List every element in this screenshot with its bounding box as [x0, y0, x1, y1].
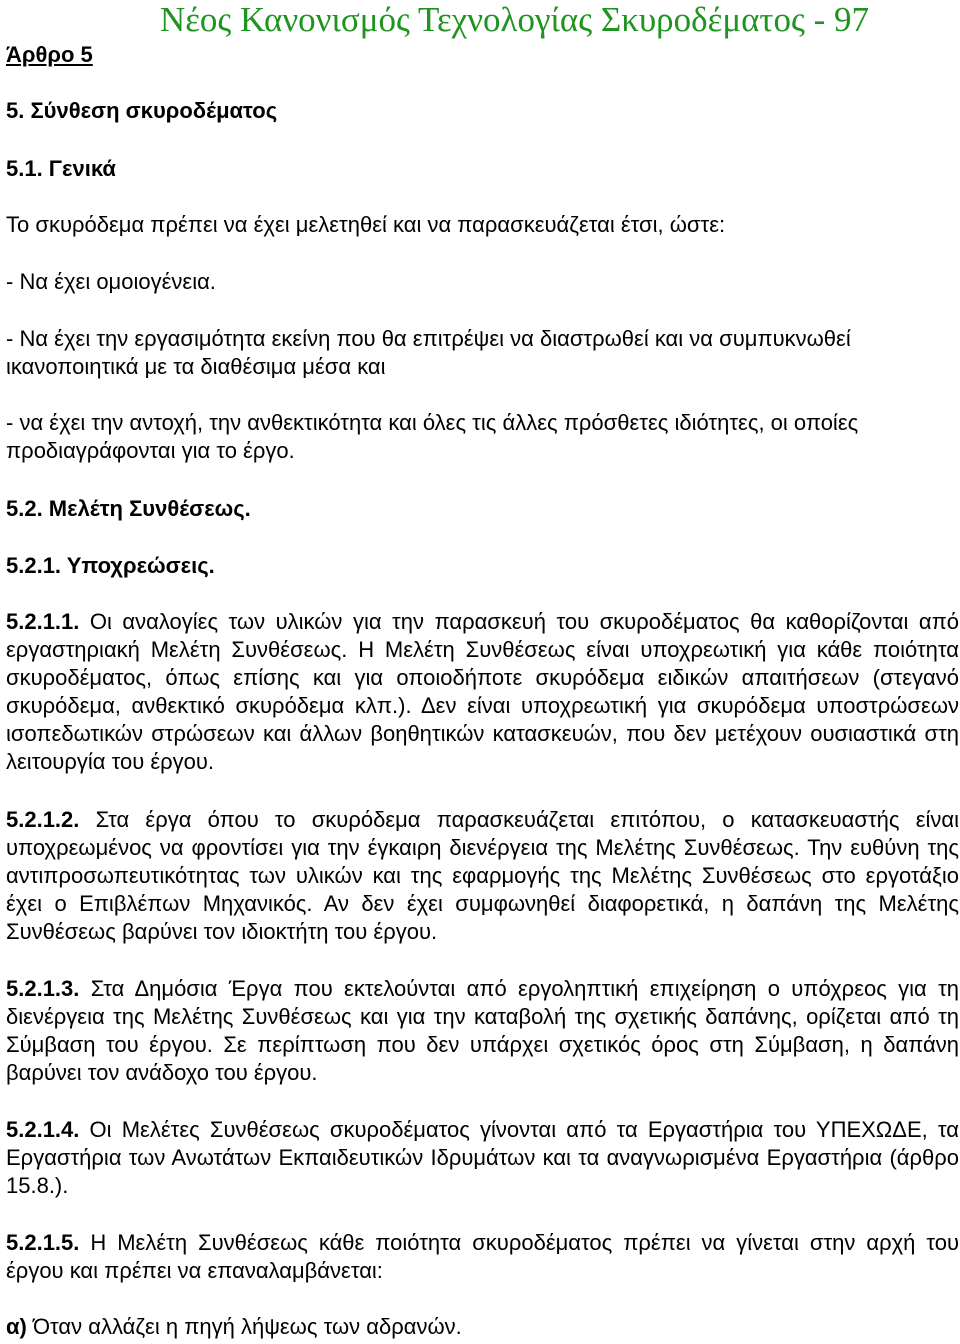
clause-number: 5.2.1.5.	[6, 1230, 80, 1255]
document-page	[6, 0, 959, 1344]
clause-text: Στα έργα όπου το σκυρόδεμα παρασκευάζεται επιτόπου, ο κατασκευαστής είναι υποχρεωμένος να φροντίσει για την έγκαιρη διενέργεια της Μελέτης Συνθέσεως. Την ευθύνη της αντιπροσωπευτικότητας των υλικών και της εφαρμογής της Μελέτης Συνθέσεως στο εργοτάξιο έχει ο Επιβλέπων Μηχανικός. Αν δεν έχει συμφωνηθεί διαφορετικά, η δαπάνη της Μελέτης Συνθέσεως βαρύνει τον ιδιοκτήτη του έργου.	[6, 807, 959, 944]
article-title: Άρθρο 5	[6, 42, 93, 67]
list-item-text: Όταν αλλάζει η πηγή λήψεως των αδρανών.	[32, 1314, 462, 1339]
clause-text: Η Μελέτη Συνθέσεως κάθε ποιότητα σκυροδέματος πρέπει να γίνεται στην αρχή του έργου και πρέπει να επαναλαμβάνεται:	[6, 1230, 959, 1283]
clause-number: 5.2.1.2.	[6, 807, 80, 832]
document-header-title: Νέος Κανονισμός Τεχνολογίας Σκυροδέματος - 97	[159, 0, 869, 39]
clause-text: Οι Μελέτες Συνθέσεως σκυροδέματος γίνονται από τα Εργαστήρια του ΥΠΕΧΩΔΕ, τα Εργαστήρια των Ανωτάτων Εκπαιδευτικών Ιδρυμάτων και τα αναγνωρισμένα Εργαστήρια (άρθρο 15.8.).	[6, 1117, 959, 1198]
bullet-workability: - Να έχει την εργασιμότητα εκείνη που θα επιτρέψει να διαστρωθεί και να συμπυκνωθεί ικανοποιητικά με τα διαθέσιμα μέσα και	[6, 326, 851, 379]
section-heading-5: 5. Σύνθεση σκυροδέματος	[6, 98, 278, 123]
clause-number: 5.2.1.3.	[6, 976, 80, 1001]
clause-number: 5.2.1.1.	[6, 609, 80, 634]
section-heading-5-1: 5.1. Γενικά	[6, 156, 116, 181]
section-heading-5-2-1: 5.2.1. Υποχρεώσεις.	[6, 553, 215, 578]
list-item-label: α)	[6, 1314, 27, 1339]
clause-5-2-1-5	[6, 1229, 959, 1285]
section-heading-5-2: 5.2. Μελέτη Συνθέσεως.	[6, 496, 251, 521]
clause-5-2-1-2	[6, 806, 959, 946]
clause-text: Οι αναλογίες των υλικών για την παρασκευή του σκυροδέματος θα καθορίζονται από εργαστηριακή Μελέτη Συνθέσεως. Η Μελέτη Συνθέσεως είναι υποχρεωτική για κάθε ποιότητα σκυροδέματος, όπως επίσης και για οποιοδήποτε σκυρόδεμα ειδικών απαιτήσεων (στεγανό σκυρόδεμα, ανθεκτικό σκυρόδεμα κλπ.). Δεν είναι υποχρεωτική για σκυρόδεμα υποστρώσεων ισοπεδωτικών στρώσεων και άλλων βοηθητικών κατασκευών, που δεν μετέχουν ουσιαστικά στη λειτουργία του έργου.	[6, 609, 959, 774]
bullet-strength: - να έχει την αντοχή, την ανθεκτικότητα και όλες τις άλλες πρόσθετες ιδιότητες, οι οποίες προδιαγράφονται για το έργο.	[6, 410, 859, 463]
clause-5-2-1-1	[6, 608, 959, 776]
clause-number: 5.2.1.4.	[6, 1117, 80, 1142]
list-item-a	[6, 1313, 959, 1341]
clause-5-2-1-3	[6, 975, 959, 1087]
bullet-homogeneity: - Να έχει ομοιογένεια.	[6, 269, 216, 294]
intro-paragraph: Το σκυρόδεμα πρέπει να έχει μελετηθεί και να παρασκευάζεται έτσι, ώστε:	[6, 212, 726, 237]
clause-text: Στα Δημόσια Έργα που εκτελούνται από εργοληπτική επιχείρηση ο υπόχρεος για τη διενέργεια της Μελέτης Συνθέσεως και για την καταβολή της σχετικής δαπάνης, ορίζεται από τη Σύμβαση του έργου. Σε περίπτωση που δεν υπάρχει σχετικός όρος στη Σύμβαση, η δαπάνη βαρύνει τον ανάδοχο του έργου.	[6, 976, 959, 1085]
clause-5-2-1-4	[6, 1116, 959, 1200]
